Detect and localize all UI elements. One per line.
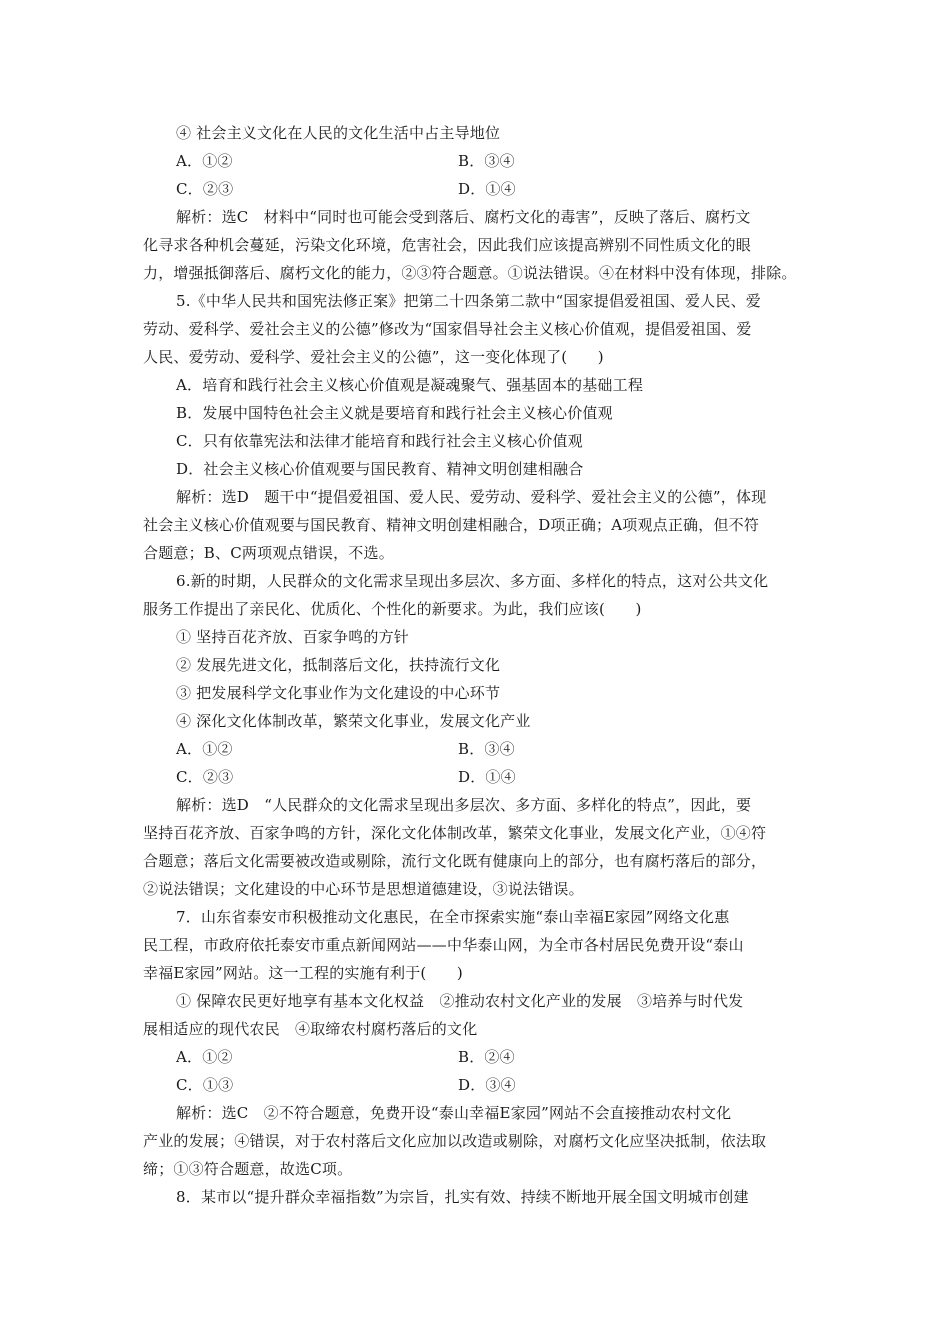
q6-stem-line: 服务工作提出了亲民化、优质化、个性化的新要求。为此，我们应该( ) [143,600,642,618]
q6-analysis-line: 合题意；落后文化需要被改造或剔除，流行文化既有健康向上的部分，也有腐朽落后的部分， [143,852,767,870]
q7-items-line: ① 保障农民更好地享有基本文化权益 ②推动农村文化产业的发展 ③培养与时代发 [176,992,744,1010]
q5-stem-line: 5.《中华人民共和国宪法修正案》把第二十四条第二款中“国家提倡爱祖国、爱人民、爱 [176,292,761,310]
q5-analysis-line: 解析：选D 题干中“提倡爱祖国、爱人民、爱劳动、爱科学、爱社会主义的公德”，体现 [176,488,767,506]
q5-option-a: A．培育和践行社会主义核心价值观是凝魂聚气、强基固本的基础工程 [176,376,644,394]
q5-analysis-line: 社会主义核心价值观要与国民教育、精神文明创建相融合，D项正确；A项观点正确，但不符 [143,516,760,534]
q5-option-d: D．社会主义核心价值观要与国民教育、精神文明创建相融合 [176,460,584,478]
q7-stem-line: 7．山东省泰安市积极推动文化惠民，在全市探索实施“泰山幸福E家园”网络文化惠 [176,908,730,926]
q4-option-c: C．②③ [176,180,234,198]
q6-item-3: ③ 把发展科学文化事业作为文化建设的中心环节 [176,684,501,702]
q6-analysis-line: 解析：选D “人民群众的文化需求呈现出多层次、多方面、多样化的特点”，因此，要 [176,796,752,814]
q7-option-a: A．①② [176,1048,233,1066]
q7-analysis-line: 解析：选C ②不符合题意，免费开设“泰山幸福E家园”网站不会直接推动农村文化 [176,1104,732,1122]
q5-stem-line: 劳动、爱科学、爱社会主义的公德”修改为“国家倡导社会主义核心价值观，提倡爱祖国、爱 [143,320,752,338]
q6-item-1: ① 坚持百花齐放、百家争鸣的方针 [176,628,409,646]
q4-item-4: ④ 社会主义文化在人民的文化生活中占主导地位 [176,124,501,142]
q6-item-2: ② 发展先进文化，抵制落后文化，扶持流行文化 [176,656,501,674]
q7-option-b: B．②④ [458,1048,515,1066]
q7-option-c: C．①③ [176,1076,234,1094]
q7-analysis-line: 缔；①③符合题意，故选C项。 [143,1160,353,1178]
q8-stem-line: 8．某市以“提升群众幸福指数”为宗旨，扎实有效、持续不断地开展全国文明城市创建 [176,1188,749,1206]
q4-analysis-line: 解析：选C 材料中“同时也可能会受到落后、腐朽文化的毒害”，反映了落后、腐朽文 [176,208,751,226]
q6-analysis-line: 坚持百花齐放、百家争鸣的方针，深化文化体制改革，繁荣文化事业，发展文化产业，①④符 [143,824,767,842]
q6-stem-line: 6.新的时期，人民群众的文化需求呈现出多层次、多方面、多样化的特点，这对公共文化 [176,572,769,590]
q7-option-d: D．③④ [458,1076,516,1094]
q4-option-d: D．①④ [458,180,516,198]
q6-option-d: D．①④ [458,768,516,786]
q5-option-c: C．只有依靠宪法和法律才能培育和践行社会主义核心价值观 [176,432,583,450]
q5-option-b: B．发展中国特色社会主义就是要培育和践行社会主义核心价值观 [176,404,613,422]
q6-option-a: A．①② [176,740,233,758]
q6-analysis-line: ②说法错误；文化建设的中心环节是思想道德建设，③说法错误。 [143,880,584,898]
q7-stem-line: 幸福E家园”网站。这一工程的实施有利于( ) [143,964,463,982]
q7-items-line: 展相适应的现代农民 ④取缔农村腐朽落后的文化 [143,1020,478,1038]
q4-analysis-line: 化寻求各种机会蔓延，污染文化环境，危害社会，因此我们应该提高辨别不同性质文化的眼 [143,236,752,254]
q4-option-b: B．③④ [458,152,515,170]
q6-option-b: B．③④ [458,740,515,758]
q6-item-4: ④ 深化文化体制改革，繁荣文化事业，发展文化产业 [176,712,531,730]
q5-analysis-line: 合题意；B、C两项观点错误，不选。 [143,544,394,562]
q7-stem-line: 民工程，市政府依托泰安市重点新闻网站——中华泰山网，为全市各村居民免费开设“泰山 [143,936,744,954]
q7-analysis-line: 产业的发展；④错误，对于农村落后文化应加以改造或剔除，对腐朽文化应坚决抵制，依法取 [143,1132,767,1150]
q4-analysis-line: 力，增强抵御落后、腐朽文化的能力，②③符合题意。①说法错误。④在材料中没有体现，排除。 [143,264,797,282]
q6-option-c: C．②③ [176,768,234,786]
q4-option-a: A．①② [176,152,233,170]
q5-stem-line: 人民、爱劳动、爱科学、爱社会主义的公德”，这一变化体现了( ) [143,348,604,366]
